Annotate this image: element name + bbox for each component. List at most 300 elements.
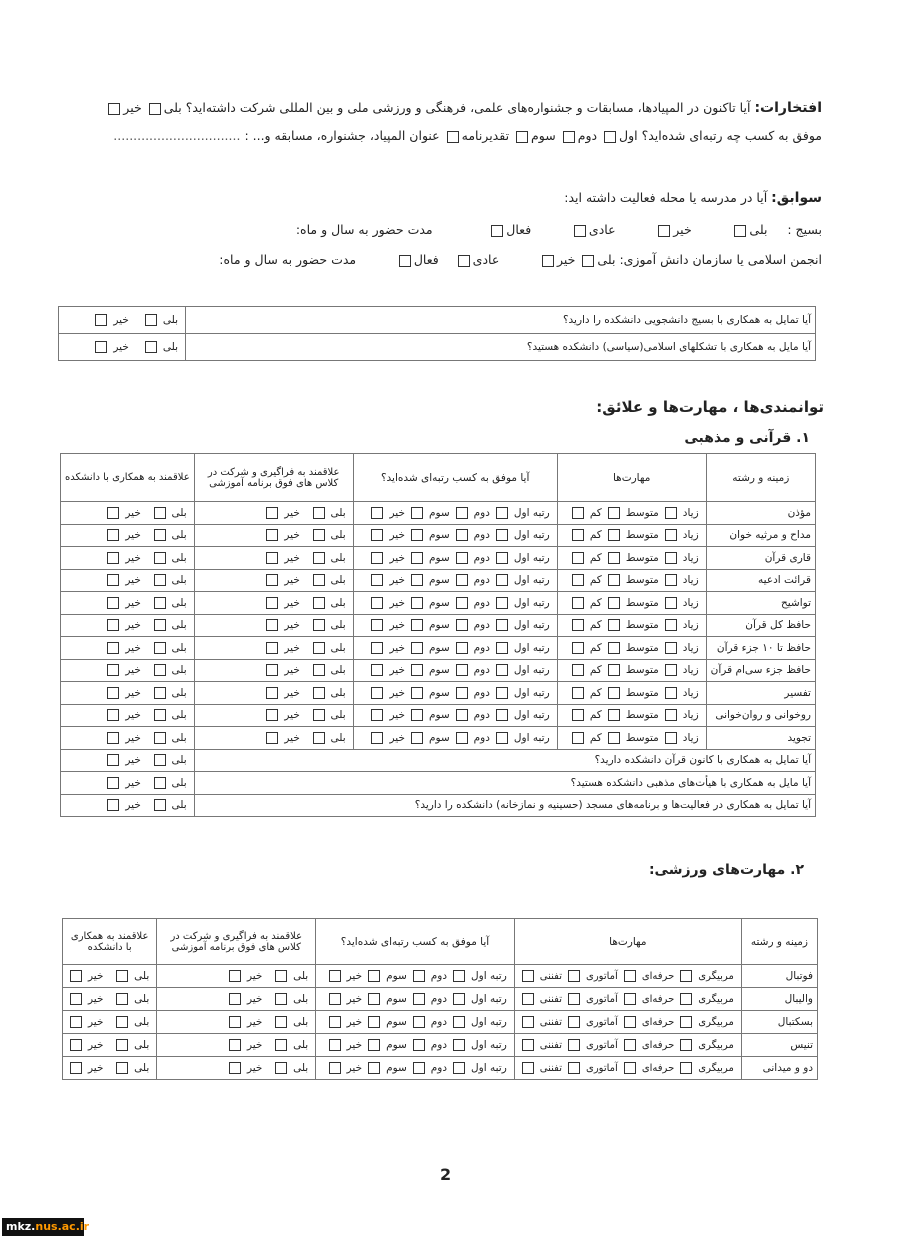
- rank-second-checkbox[interactable]: [456, 507, 468, 519]
- quran-coop-cell: [61, 502, 195, 525]
- level-pro-checkbox[interactable]: [624, 993, 636, 1005]
- rank-none-checkbox[interactable]: [371, 687, 383, 699]
- rank-none-checkbox[interactable]: [371, 552, 383, 564]
- level-mid-checkbox[interactable]: [608, 732, 620, 744]
- coop-no-checkbox[interactable]: [107, 619, 119, 631]
- honors-label: افتخارات:: [754, 100, 822, 116]
- level-high-checkbox[interactable]: [665, 507, 677, 519]
- coop-yes-checkbox[interactable]: [154, 619, 166, 631]
- rank-third-checkbox[interactable]: [368, 970, 380, 982]
- coop-no-checkbox[interactable]: [70, 970, 82, 982]
- classes-yes-checkbox[interactable]: [313, 619, 325, 631]
- sports-table: [62, 918, 818, 1080]
- level-low-checkbox[interactable]: [572, 709, 584, 721]
- coop-yes: بلی: [171, 551, 187, 564]
- rank-none-checkbox[interactable]: [371, 642, 383, 654]
- coop-no: خیر: [125, 529, 141, 542]
- rank-third-checkbox[interactable]: [411, 687, 423, 699]
- basij-line: [296, 222, 822, 237]
- coop-no-checkbox[interactable]: [95, 341, 107, 353]
- classes-no: خیر: [246, 1062, 263, 1074]
- classes-yes-checkbox[interactable]: [313, 597, 325, 609]
- level-coach: مربیگری: [698, 1017, 734, 1028]
- sports-classes-cell: [157, 988, 316, 1011]
- level-fun-checkbox[interactable]: [522, 993, 534, 1005]
- extra-no-checkbox[interactable]: [107, 754, 119, 766]
- rank-none-checkbox[interactable]: [371, 507, 383, 519]
- classes-no-checkbox[interactable]: [229, 970, 241, 982]
- classes-yes-checkbox[interactable]: [275, 1062, 287, 1074]
- level-mid-checkbox[interactable]: [608, 574, 620, 586]
- level-pro-checkbox[interactable]: [624, 970, 636, 982]
- coop-yes-checkbox[interactable]: [116, 970, 128, 982]
- level-amateur: آماتوری: [586, 971, 618, 982]
- honors-yes-checkbox[interactable]: [149, 103, 161, 115]
- rank-third: سوم: [428, 686, 450, 699]
- anjoman-line: [219, 252, 822, 267]
- sports-field: بسکتبال: [741, 1011, 817, 1034]
- rank-first-checkbox[interactable]: [496, 664, 508, 676]
- level-low-checkbox[interactable]: [572, 597, 584, 609]
- rank-second-checkbox[interactable]: [456, 687, 468, 699]
- rank-third-checkbox[interactable]: [411, 552, 423, 564]
- level-low: کم: [589, 641, 602, 654]
- level-high-checkbox[interactable]: [665, 552, 677, 564]
- rank-first: رتبه اول: [471, 970, 507, 982]
- coop-question: آیا مایل به همکاری با تشکلهای اسلامی(سیاسی) دانشکده هستید؟: [186, 334, 816, 361]
- level-low: کم: [589, 574, 602, 587]
- extra-no-checkbox[interactable]: [107, 799, 119, 811]
- rank-third: سوم: [428, 551, 450, 564]
- rank-second-checkbox[interactable]: [413, 970, 425, 982]
- sports-classes-cell: [157, 1057, 316, 1080]
- quran-row: [61, 704, 816, 727]
- level-fun-checkbox[interactable]: [522, 1062, 534, 1074]
- rank-first-checkbox[interactable]: [496, 507, 508, 519]
- level-amateur-checkbox[interactable]: [568, 993, 580, 1005]
- anjoman-no-checkbox[interactable]: [542, 255, 554, 267]
- rank-second-checkbox[interactable]: [456, 574, 468, 586]
- level-low-checkbox[interactable]: [572, 574, 584, 586]
- level-low: کم: [589, 529, 602, 542]
- level-low-checkbox[interactable]: [572, 619, 584, 631]
- honors-no-checkbox[interactable]: [108, 103, 120, 115]
- anjoman-active-checkbox[interactable]: [399, 255, 411, 267]
- rank-first-checkbox[interactable]: [496, 732, 508, 744]
- level-pro-checkbox[interactable]: [624, 1016, 636, 1028]
- sports-rank-cell: [316, 1057, 515, 1080]
- rank-first-checkbox[interactable]: [496, 552, 508, 564]
- level-low: کم: [589, 619, 602, 632]
- level-mid: متوسط: [625, 551, 659, 564]
- coop-no: خیر: [125, 709, 141, 722]
- coop-no-checkbox[interactable]: [107, 709, 119, 721]
- quran-row: [61, 547, 816, 570]
- classes-no: خیر: [246, 993, 263, 1005]
- quran-skill-cell: [557, 569, 706, 592]
- level-amateur-checkbox[interactable]: [568, 1039, 580, 1051]
- basij-no-checkbox[interactable]: [658, 225, 670, 237]
- rank-first: رتبه اول: [513, 709, 550, 722]
- quran-extra-question: آیا تمایل به همکاری در فعالیت‌ها و برنامه‌های مسجد (حسینیه و نمازخانه) دانشکده را دارید؟: [194, 794, 815, 817]
- level-pro-checkbox[interactable]: [624, 1039, 636, 1051]
- quran-extra-answer: [61, 772, 195, 795]
- extra-no: خیر: [125, 799, 141, 812]
- level-mid-checkbox[interactable]: [608, 529, 620, 541]
- rank-none-checkbox[interactable]: [371, 664, 383, 676]
- quran-header-field: زمینه و رشته: [706, 454, 815, 502]
- rank-first: رتبه اول: [513, 529, 550, 542]
- rank-first-checkbox[interactable]: [496, 619, 508, 631]
- coop-yes-checkbox[interactable]: [154, 597, 166, 609]
- honors-certificate-checkbox[interactable]: [447, 131, 459, 143]
- level-coach-checkbox[interactable]: [680, 970, 692, 982]
- classes-yes-checkbox[interactable]: [313, 552, 325, 564]
- rank-none-checkbox[interactable]: [329, 1062, 341, 1074]
- rank-third-checkbox[interactable]: [411, 507, 423, 519]
- coop-yes-checkbox[interactable]: [154, 709, 166, 721]
- classes-no-checkbox[interactable]: [266, 619, 278, 631]
- rank-first-checkbox[interactable]: [496, 529, 508, 541]
- rank-none: خیر: [389, 574, 405, 587]
- level-mid-checkbox[interactable]: [608, 664, 620, 676]
- coop-no-checkbox[interactable]: [107, 574, 119, 586]
- quran-row: [61, 659, 816, 682]
- sports-classes-cell: [157, 1034, 316, 1057]
- quran-coop-cell: [61, 704, 195, 727]
- coop-no-checkbox[interactable]: [107, 687, 119, 699]
- coop-yes-checkbox[interactable]: [154, 574, 166, 586]
- classes-no-checkbox[interactable]: [266, 642, 278, 654]
- rank-second: دوم: [473, 709, 490, 722]
- coop-no-checkbox[interactable]: [95, 314, 107, 326]
- level-high-checkbox[interactable]: [665, 574, 677, 586]
- level-low-checkbox[interactable]: [572, 529, 584, 541]
- classes-no: خیر: [246, 970, 263, 982]
- level-mid-checkbox[interactable]: [608, 619, 620, 631]
- basij-active-checkbox[interactable]: [491, 225, 503, 237]
- level-low-checkbox[interactable]: [572, 664, 584, 676]
- coop-yes-checkbox[interactable]: [154, 552, 166, 564]
- classes-yes-checkbox[interactable]: [275, 1039, 287, 1051]
- coop-no-checkbox[interactable]: [107, 642, 119, 654]
- level-high-checkbox[interactable]: [665, 732, 677, 744]
- classes-yes-checkbox[interactable]: [275, 970, 287, 982]
- rank-third-checkbox[interactable]: [411, 619, 423, 631]
- level-high-checkbox[interactable]: [665, 664, 677, 676]
- extra-no-checkbox[interactable]: [107, 777, 119, 789]
- level-amateur-checkbox[interactable]: [568, 1016, 580, 1028]
- coop-no: خیر: [125, 731, 141, 744]
- rank-second-checkbox[interactable]: [413, 1062, 425, 1074]
- coop-no-checkbox[interactable]: [70, 1016, 82, 1028]
- quran-field: تفسیر: [706, 682, 815, 705]
- sports-coop-cell: [63, 1011, 157, 1034]
- rank-first-checkbox[interactable]: [453, 1039, 465, 1051]
- sports-classes-cell: [157, 965, 316, 988]
- level-fun-checkbox[interactable]: [522, 1039, 534, 1051]
- quran-row: [61, 569, 816, 592]
- level-mid-checkbox[interactable]: [608, 642, 620, 654]
- anjoman-normal-label: عادی: [472, 252, 500, 267]
- extra-yes-checkbox[interactable]: [154, 754, 166, 766]
- classes-no-checkbox[interactable]: [266, 687, 278, 699]
- rank-none-checkbox[interactable]: [371, 597, 383, 609]
- honors-first-checkbox[interactable]: [604, 131, 616, 143]
- anjoman-duration-label: مدت حضور به سال و ماه:: [219, 252, 357, 267]
- rank-third-checkbox[interactable]: [368, 993, 380, 1005]
- quran-header-skills: مهارت‌ها: [557, 454, 706, 502]
- classes-yes-checkbox[interactable]: [275, 1016, 287, 1028]
- quran-coop-cell: [61, 727, 195, 750]
- quran-classes-cell: [194, 569, 353, 592]
- rank-none-checkbox[interactable]: [371, 619, 383, 631]
- level-mid-checkbox[interactable]: [608, 507, 620, 519]
- rank-third: سوم: [428, 641, 450, 654]
- rank-third-checkbox[interactable]: [411, 664, 423, 676]
- honors-second-checkbox[interactable]: [563, 131, 575, 143]
- rank-second-checkbox[interactable]: [456, 664, 468, 676]
- classes-yes-checkbox[interactable]: [313, 687, 325, 699]
- rank-none-checkbox[interactable]: [371, 529, 383, 541]
- quran-skill-cell: [557, 524, 706, 547]
- honors-third-checkbox[interactable]: [516, 131, 528, 143]
- classes-no-checkbox[interactable]: [266, 732, 278, 744]
- rank-second-checkbox[interactable]: [413, 993, 425, 1005]
- extra-yes-checkbox[interactable]: [154, 777, 166, 789]
- level-mid-checkbox[interactable]: [608, 687, 620, 699]
- coop-no-checkbox[interactable]: [70, 1062, 82, 1074]
- rank-first-checkbox[interactable]: [453, 1016, 465, 1028]
- classes-no-checkbox[interactable]: [229, 1039, 241, 1051]
- level-mid-checkbox[interactable]: [608, 597, 620, 609]
- level-coach-checkbox[interactable]: [680, 1062, 692, 1074]
- rank-first-checkbox[interactable]: [453, 993, 465, 1005]
- level-mid: متوسط: [625, 664, 659, 677]
- rank-second: دوم: [430, 1062, 448, 1074]
- rank-second-checkbox[interactable]: [413, 1016, 425, 1028]
- rank-none-checkbox[interactable]: [329, 1016, 341, 1028]
- coop-yes-checkbox[interactable]: [154, 732, 166, 744]
- level-high-checkbox[interactable]: [665, 597, 677, 609]
- classes-yes-checkbox[interactable]: [313, 507, 325, 519]
- quran-coop-cell: [61, 524, 195, 547]
- coop-yes-checkbox[interactable]: [116, 1062, 128, 1074]
- coop-yes-checkbox[interactable]: [154, 664, 166, 676]
- coop-yes-checkbox[interactable]: [116, 1016, 128, 1028]
- rank-none-checkbox[interactable]: [371, 732, 383, 744]
- quran-field: قرائت ادعیه: [706, 569, 815, 592]
- coop-yes-checkbox[interactable]: [116, 993, 128, 1005]
- level-mid-checkbox[interactable]: [608, 552, 620, 564]
- rank-first-checkbox[interactable]: [453, 1062, 465, 1074]
- coop-yes: بلی: [134, 970, 150, 982]
- rank-third-checkbox[interactable]: [411, 574, 423, 586]
- level-low-checkbox[interactable]: [572, 642, 584, 654]
- level-pro: حرفه‌ای: [641, 994, 675, 1005]
- level-high-checkbox[interactable]: [665, 642, 677, 654]
- level-high-checkbox[interactable]: [665, 619, 677, 631]
- sports-row: [63, 1057, 818, 1080]
- level-low-checkbox[interactable]: [572, 552, 584, 564]
- quran-classes-cell: [194, 704, 353, 727]
- level-low-checkbox[interactable]: [572, 507, 584, 519]
- rank-third: سوم: [386, 1016, 407, 1028]
- watermark-logo: mkz.nus.ac.ir: [2, 1218, 84, 1236]
- coop-yes-checkbox[interactable]: [145, 314, 157, 326]
- rank-second-checkbox[interactable]: [456, 529, 468, 541]
- coop-yes-checkbox[interactable]: [116, 1039, 128, 1051]
- level-fun-checkbox[interactable]: [522, 970, 534, 982]
- extra-yes-checkbox[interactable]: [154, 799, 166, 811]
- quran-field: مؤذن: [706, 502, 815, 525]
- rank-second-checkbox[interactable]: [456, 732, 468, 744]
- classes-no-checkbox[interactable]: [266, 529, 278, 541]
- level-high: زیاد: [682, 641, 699, 654]
- rank-second-checkbox[interactable]: [456, 552, 468, 564]
- rank-none-checkbox[interactable]: [329, 970, 341, 982]
- level-fun-checkbox[interactable]: [522, 1016, 534, 1028]
- coop-row: [59, 307, 816, 334]
- coop-yes: بلی: [134, 1062, 150, 1074]
- classes-yes-checkbox[interactable]: [313, 664, 325, 676]
- classes-no-checkbox[interactable]: [229, 1062, 241, 1074]
- rank-third-checkbox[interactable]: [368, 1062, 380, 1074]
- level-amateur-checkbox[interactable]: [568, 1062, 580, 1074]
- classes-no-checkbox[interactable]: [229, 1016, 241, 1028]
- rank-first-checkbox[interactable]: [496, 687, 508, 699]
- level-amateur: آماتوری: [586, 1040, 618, 1051]
- classes-yes-checkbox[interactable]: [313, 529, 325, 541]
- classes-no-checkbox[interactable]: [266, 709, 278, 721]
- rank-first: رتبه اول: [513, 686, 550, 699]
- rank-none-checkbox[interactable]: [329, 993, 341, 1005]
- coop-yes-checkbox[interactable]: [154, 687, 166, 699]
- rank-first-checkbox[interactable]: [496, 642, 508, 654]
- honors-title-label: عنوان المپیاد، جشنواره، مسابقه و... :: [244, 128, 440, 143]
- level-coach-checkbox[interactable]: [680, 1039, 692, 1051]
- anjoman-normal-checkbox[interactable]: [458, 255, 470, 267]
- level-amateur-checkbox[interactable]: [568, 970, 580, 982]
- level-mid-checkbox[interactable]: [608, 709, 620, 721]
- level-low-checkbox[interactable]: [572, 687, 584, 699]
- coop-no-checkbox[interactable]: [70, 993, 82, 1005]
- rank-none: خیر: [389, 596, 405, 609]
- level-coach-checkbox[interactable]: [680, 993, 692, 1005]
- rank-second: دوم: [430, 1039, 448, 1051]
- coop-yes-checkbox[interactable]: [154, 507, 166, 519]
- rank-first-checkbox[interactable]: [496, 597, 508, 609]
- classes-no-checkbox[interactable]: [266, 507, 278, 519]
- rank-third-checkbox[interactable]: [368, 1016, 380, 1028]
- rank-third-checkbox[interactable]: [411, 597, 423, 609]
- honors-title-field[interactable]: ................................: [113, 128, 241, 143]
- classes-no-checkbox[interactable]: [229, 993, 241, 1005]
- level-high-checkbox[interactable]: [665, 529, 677, 541]
- basij-yes-checkbox[interactable]: [734, 225, 746, 237]
- coop-no-label: خیر: [113, 341, 129, 353]
- rank-second-checkbox[interactable]: [456, 619, 468, 631]
- basij-normal-checkbox[interactable]: [574, 225, 586, 237]
- rank-third-checkbox[interactable]: [411, 529, 423, 541]
- level-pro-checkbox[interactable]: [624, 1062, 636, 1074]
- rank-second-checkbox[interactable]: [456, 709, 468, 721]
- rank-first-checkbox[interactable]: [453, 970, 465, 982]
- coop-question: آیا تمایل به همکاری با بسیج دانشجویی دانشکده را دارید؟: [186, 307, 816, 334]
- coop-no-checkbox[interactable]: [107, 529, 119, 541]
- rank-first: رتبه اول: [471, 1039, 507, 1051]
- classes-no-checkbox[interactable]: [266, 597, 278, 609]
- coop-yes-checkbox[interactable]: [154, 529, 166, 541]
- rank-second: دوم: [473, 731, 490, 744]
- quran-skill-cell: [557, 659, 706, 682]
- classes-yes-checkbox[interactable]: [313, 642, 325, 654]
- rank-third-checkbox[interactable]: [368, 1039, 380, 1051]
- classes-no-checkbox[interactable]: [266, 664, 278, 676]
- quran-coop-cell: [61, 569, 195, 592]
- level-high: زیاد: [682, 529, 699, 542]
- coop-yes-checkbox[interactable]: [154, 642, 166, 654]
- rank-third-checkbox[interactable]: [411, 642, 423, 654]
- coop-no-checkbox[interactable]: [107, 552, 119, 564]
- coop-no-checkbox[interactable]: [107, 507, 119, 519]
- sports-skill-cell: [514, 1011, 741, 1034]
- classes-yes-checkbox[interactable]: [313, 709, 325, 721]
- rank-second-checkbox[interactable]: [456, 597, 468, 609]
- classes-no: خیر: [246, 1039, 263, 1051]
- sports-header-classes: علاقمند به فراگیری و شرکت در کلاس های فوق برنامه آموزشی: [157, 919, 316, 965]
- rank-first-checkbox[interactable]: [496, 574, 508, 586]
- background-label: سوابق:: [771, 190, 822, 206]
- level-coach-checkbox[interactable]: [680, 1016, 692, 1028]
- quran-rank-cell: [353, 547, 557, 570]
- quran-rank-cell: [353, 614, 557, 637]
- coop-no-checkbox[interactable]: [107, 597, 119, 609]
- anjoman-yes-checkbox[interactable]: [582, 255, 594, 267]
- rank-second-checkbox[interactable]: [456, 642, 468, 654]
- rank-second-checkbox[interactable]: [413, 1039, 425, 1051]
- coop-no: خیر: [125, 506, 141, 519]
- level-high-checkbox[interactable]: [665, 709, 677, 721]
- level-high-checkbox[interactable]: [665, 687, 677, 699]
- quran-classes-cell: [194, 592, 353, 615]
- classes-yes-checkbox[interactable]: [313, 732, 325, 744]
- rank-third-checkbox[interactable]: [411, 732, 423, 744]
- coop-no-checkbox[interactable]: [70, 1039, 82, 1051]
- rank-third-checkbox[interactable]: [411, 709, 423, 721]
- quran-field: تواشیح: [706, 592, 815, 615]
- classes-yes-checkbox[interactable]: [275, 993, 287, 1005]
- level-low-checkbox[interactable]: [572, 732, 584, 744]
- classes-no-checkbox[interactable]: [266, 552, 278, 564]
- level-amateur: آماتوری: [586, 994, 618, 1005]
- rank-none-checkbox[interactable]: [371, 574, 383, 586]
- rank-none-checkbox[interactable]: [329, 1039, 341, 1051]
- coop-answer: [59, 334, 186, 361]
- classes-no: خیر: [284, 686, 300, 699]
- honors-line-1: [105, 100, 822, 116]
- coop-no-checkbox[interactable]: [107, 664, 119, 676]
- rank-first: رتبه اول: [513, 641, 550, 654]
- classes-no-checkbox[interactable]: [266, 574, 278, 586]
- coop-no-checkbox[interactable]: [107, 732, 119, 744]
- coop-row: [59, 334, 816, 361]
- rank-first-checkbox[interactable]: [496, 709, 508, 721]
- coop-yes-checkbox[interactable]: [145, 341, 157, 353]
- classes-yes-checkbox[interactable]: [313, 574, 325, 586]
- rank-none-checkbox[interactable]: [371, 709, 383, 721]
- honors-second-label: دوم: [577, 128, 598, 143]
